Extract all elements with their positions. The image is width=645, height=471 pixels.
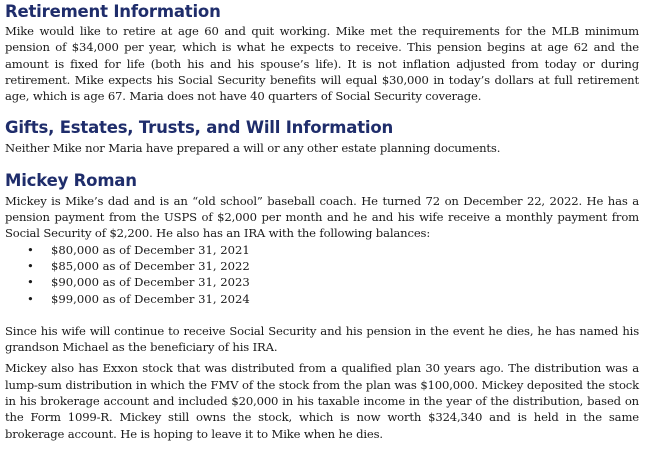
document-page: [5, 0, 639, 442]
balance-text: $85,000 as of December 31, 2022: [51, 258, 250, 273]
retirement-heading: Retirement Information: [5, 2, 221, 21]
beneficiary-paragraph: Since his wife will continue to receive Social Security and his pension in the event he dies, he has named his grandson Michael as the beneficiary of his IRA.: [5, 323, 639, 355]
balance-text: $99,000 as of December 31, 2024: [51, 291, 250, 306]
list-item: [27, 291, 639, 307]
balance-text: $80,000 as of December 31, 2021: [51, 242, 250, 257]
retirement-section: [5, 2, 639, 104]
mickey-intro-paragraph: Mickey is Mike’s dad and is an “old school” baseball coach. He turned 72 on December 22, 2022. He has a pension payment from the USPS of $2,000 per month and he and his wife receive a monthly payment from Social Security of $2,200. He also has an IRA with the following balances:: [5, 193, 639, 241]
list-item: [27, 258, 639, 274]
estate-heading: Gifts, Estates, Trusts, and Will Information: [5, 118, 394, 138]
mickey-heading: Mickey Roman: [5, 170, 137, 190]
estate-section: [5, 118, 639, 156]
retirement-paragraph: Mike would like to retire at age 60 and quit working. Mike met the requirements for the MLB minimum pension of $34,000 per year, which is what he expects to receive. This pension begins at age 62 and the amount is fixed for life (both his and his spouse’s life). It is not inflation adjusted from today or during retirement. Mike expects his Social Security benefits will equal $30,000 in today’s dollars at full retirement age, which is age 67. Maria does not have 40 quarters of Social Security coverage.: [5, 24, 639, 104]
bullet-icon: •: [27, 291, 34, 306]
list-item: [27, 274, 639, 290]
mickey-section: [5, 171, 639, 442]
list-item: [27, 242, 639, 258]
estate-paragraph: Neither Mike nor Maria have prepared a will or any other estate planning documents.: [5, 141, 501, 156]
exxon-stock-paragraph: Mickey also has Exxon stock that was distributed from a qualified plan 30 years ago. The distribution was a lump-sum distribution in which the FMV of the stock from the plan was $100,000. Mickey deposited the stock in his brokerage account and included $20,000 in his taxable income in the year of the distribution, based on the Form 1099-R. Mickey still owns the stock, which is now worth $324,340 and is held in the same brokerage account. He is hoping to leave it to Mike when he dies.: [5, 361, 639, 441]
balance-text: $90,000 as of December 31, 2023: [51, 275, 250, 290]
bullet-icon: •: [27, 242, 34, 257]
bullet-icon: •: [27, 258, 34, 273]
bullet-icon: •: [27, 275, 34, 290]
ira-balance-list: [5, 242, 639, 307]
